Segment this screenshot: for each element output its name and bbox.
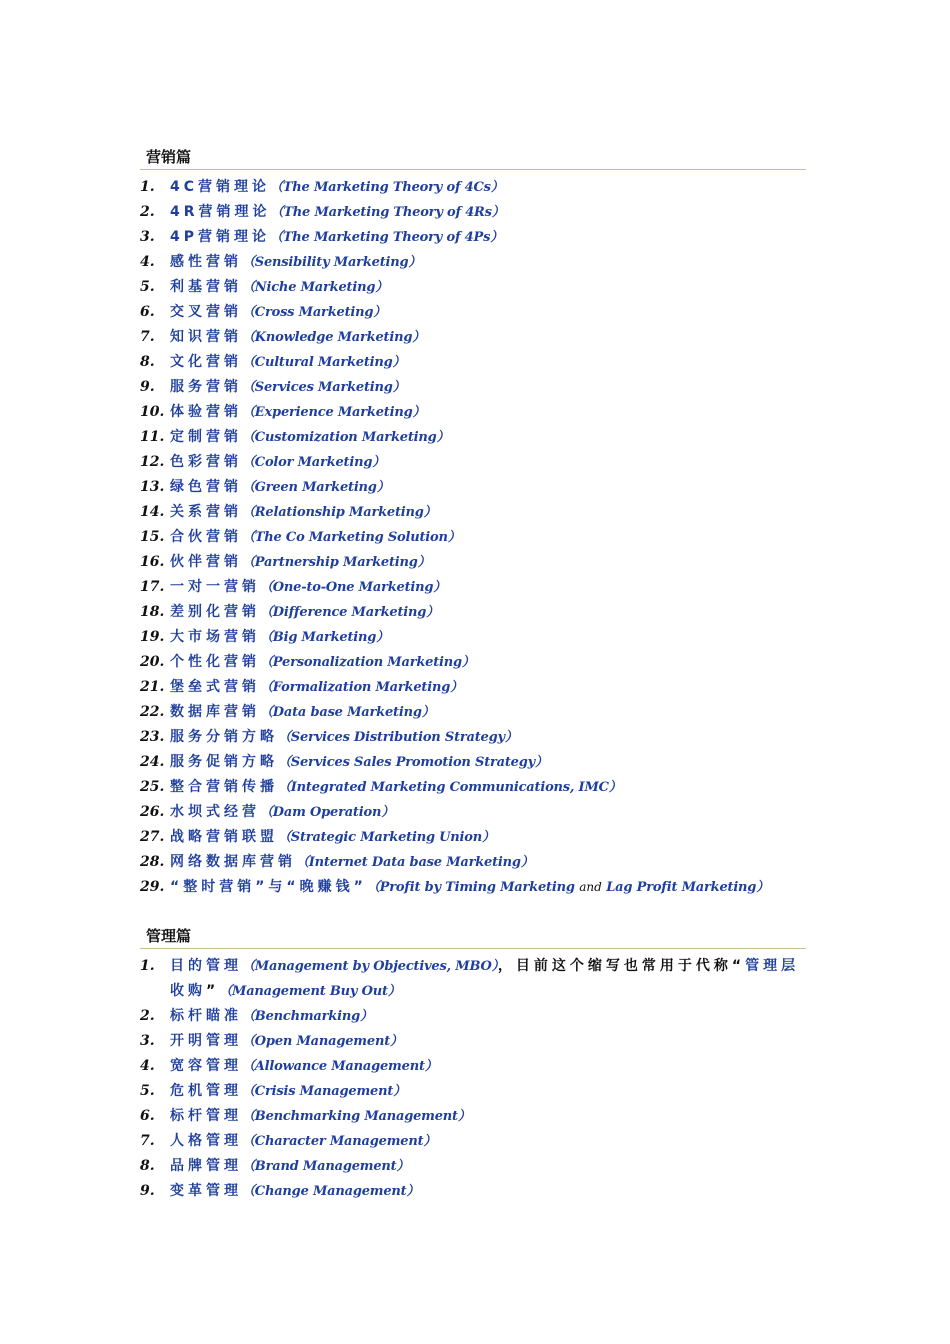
marketing-list [140,175,806,900]
list-item [140,1004,806,1029]
list-item [140,450,806,475]
list-item [140,1179,806,1204]
list-item [140,725,806,750]
list-item [140,700,806,725]
item-chinese-term: 标杆管理 [170,1108,242,1124]
item-chinese-term: 4C营销理论 [170,179,271,195]
list-item [140,825,806,850]
item-english-term: （Relationship Marketing） [242,505,437,520]
item-number: 22. [140,704,165,720]
item-number: 17. [140,579,165,595]
item-number: 5. [140,1083,155,1099]
list-item [140,250,806,275]
list-item [140,1054,806,1079]
item-english-term: （The Marketing Theory of 4Rs） [270,205,505,220]
item-english-term: （Cultural Marketing） [242,355,406,370]
item-english-term: （Green Marketing） [242,480,390,495]
list-item [140,375,806,400]
item-chinese-term: “整时营销”与“晚赚钱” [170,879,367,895]
item-number: 9. [140,1183,155,1199]
item-english-term: （Management by Objectives, MBO） [242,959,498,974]
item-number: 27. [140,829,165,845]
item-chinese-term: 宽容管理 [170,1058,242,1074]
item-number: 2. [140,204,155,220]
list-item [140,225,806,250]
list-item [140,625,806,650]
item-chinese-term: 差别化营销 [170,604,260,620]
list-item [140,1154,806,1179]
item-english-term: （One-to-One Marketing） [260,580,447,595]
item-chinese-term: 体验营销 [170,404,242,420]
item-number: 1. [140,958,155,974]
item-number: 6. [140,1108,155,1124]
item-english-term: （Formalization Marketing） [260,680,463,695]
item-english-term: （Strategic Marketing Union） [278,830,495,845]
item-english-term: （Brand Management） [242,1159,410,1174]
list-item [140,954,806,1004]
item-chinese-term: 堡垒式营销 [170,679,260,695]
item-chinese-term: 人格管理 [170,1133,242,1149]
item-chinese-term: 色彩营销 [170,454,242,470]
item-number: 13. [140,479,165,495]
item-number: 9. [140,379,155,395]
list-item [140,525,806,550]
item-chinese-term: 知识营销 [170,329,242,345]
item-english-term: （Change Management） [242,1184,420,1199]
item-english-term-2: （Management Buy Out） [219,984,401,999]
item-number: 19. [140,629,165,645]
list-item [140,775,806,800]
document-page [140,145,806,1204]
item-chinese-term: 品牌管理 [170,1158,242,1174]
item-number: 23. [140,729,165,745]
list-item [140,325,806,350]
item-english-term: （The Co Marketing Solution） [242,530,461,545]
item-chinese-term: 合伙营销 [170,529,242,545]
item-english-term: （Services Marketing） [242,380,406,395]
item-english-term: （Benchmarking） [242,1009,373,1024]
item-chinese-term: 目的管理 [170,958,242,974]
item-number: 15. [140,529,165,545]
item-chinese-term: 开明管理 [170,1033,242,1049]
section-title-marketing: 营销篇 [140,145,806,170]
item-english-term: （Niche Marketing） [242,280,389,295]
item-number: 29. [140,879,165,895]
item-english-term: （Services Distribution Strategy） [278,730,518,745]
item-chinese-term: 利基营销 [170,279,242,295]
item-number: 5. [140,279,155,295]
item-english-term: （Dam Operation） [260,805,395,820]
list-item [140,750,806,775]
item-chinese-term: 文化营销 [170,354,242,370]
list-item [140,300,806,325]
item-english-term: （Integrated Marketing Communications, IMC） [278,780,622,795]
item-english-term: （Cross Marketing） [242,305,387,320]
list-item [140,1029,806,1054]
item-english-term: （Allowance Management） [242,1059,438,1074]
item-quote-close: ” [206,983,220,999]
list-item [140,175,806,200]
item-number: 8. [140,354,155,370]
item-english-term: （Difference Marketing） [260,605,439,620]
item-number: 7. [140,329,155,345]
item-english-term: （Experience Marketing） [242,405,426,420]
item-conjunction: and [579,880,602,894]
item-number: 28. [140,854,165,870]
item-chinese-term-2: 管理层收购 [170,958,800,999]
item-number: 4. [140,1058,155,1074]
item-chinese-term: 整合营销传播 [170,779,278,795]
item-chinese-term: 水坝式经营 [170,804,260,820]
item-chinese-term: 大市场营销 [170,629,260,645]
item-english-term: （Big Marketing） [260,630,389,645]
item-note: ，目前这个缩写也常用于代称“ [497,958,746,974]
item-chinese-term: 交叉营销 [170,304,242,320]
list-item [140,400,806,425]
item-chinese-term: 关系营销 [170,504,242,520]
list-item [140,425,806,450]
item-chinese-term: 数据库营销 [170,704,260,720]
list-item [140,1104,806,1129]
item-number: 14. [140,504,165,520]
section-title-management: 管理篇 [140,924,806,949]
list-item [140,675,806,700]
item-english-term: （Sensibility Marketing） [242,255,422,270]
item-number: 2. [140,1008,155,1024]
list-item [140,1079,806,1104]
list-item [140,475,806,500]
item-english-term: （Services Sales Promotion Strategy） [278,755,548,770]
item-english-term: （Knowledge Marketing） [242,330,426,345]
item-chinese-term: 战略营销联盟 [170,829,278,845]
item-number: 20. [140,654,165,670]
item-english-term: （Crisis Management） [242,1084,406,1099]
item-number: 3. [140,1033,155,1049]
item-english-term-2: Lag Profit Marketing） [606,880,769,895]
item-chinese-term: 标杆瞄准 [170,1008,242,1024]
list-item [140,1129,806,1154]
item-chinese-term: 伙伴营销 [170,554,242,570]
item-chinese-term: 服务营销 [170,379,242,395]
item-number: 8. [140,1158,155,1174]
item-chinese-term: 服务促销方略 [170,754,278,770]
item-number: 11. [140,429,165,445]
list-item [140,850,806,875]
item-chinese-term: 危机管理 [170,1083,242,1099]
item-number: 6. [140,304,155,320]
list-item [140,650,806,675]
item-number: 25. [140,779,165,795]
item-chinese-term: 个性化营销 [170,654,260,670]
item-chinese-term: 服务分销方略 [170,729,278,745]
item-number: 12. [140,454,165,470]
item-english-term: （The Marketing Theory of 4Cs） [270,180,504,195]
item-number: 16. [140,554,165,570]
list-item [140,575,806,600]
item-number: 3. [140,229,155,245]
item-english-term: （Partnership Marketing） [242,555,431,570]
item-chinese-term: 感性营销 [170,254,242,270]
item-english-term: （Benchmarking Management） [242,1109,471,1124]
item-english-term: （Data base Marketing） [260,705,435,720]
item-chinese-term: 绿色营销 [170,479,242,495]
item-chinese-term: 定制营销 [170,429,242,445]
list-item [140,200,806,225]
list-item [140,800,806,825]
item-number: 10. [140,404,165,420]
item-number: 1. [140,179,155,195]
item-number: 26. [140,804,165,820]
item-english-term: （Personalization Marketing） [260,655,475,670]
management-list [140,954,806,1204]
list-item [140,600,806,625]
list-item [140,350,806,375]
item-chinese-term: 4R营销理论 [170,204,271,220]
item-english-term: （Internet Data base Marketing） [296,855,534,870]
item-chinese-term: 4P营销理论 [170,229,271,245]
item-english-term: （Profit by Timing Marketing [366,880,575,895]
item-english-term: （The Marketing Theory of 4Ps） [270,230,504,245]
item-number: 21. [140,679,165,695]
item-chinese-term: 一对一营销 [170,579,260,595]
item-english-term: （Color Marketing） [242,455,386,470]
item-number: 7. [140,1133,155,1149]
item-english-term: （Customization Marketing） [242,430,450,445]
list-item [140,875,806,900]
item-english-term: （Character Management） [242,1134,437,1149]
item-english-term: （Open Management） [242,1034,403,1049]
item-chinese-term: 网络数据库营销 [170,854,296,870]
item-number: 18. [140,604,165,620]
item-number: 24. [140,754,165,770]
item-number: 4. [140,254,155,270]
list-item [140,275,806,300]
list-item [140,550,806,575]
item-chinese-term: 变革管理 [170,1183,242,1199]
list-item [140,500,806,525]
